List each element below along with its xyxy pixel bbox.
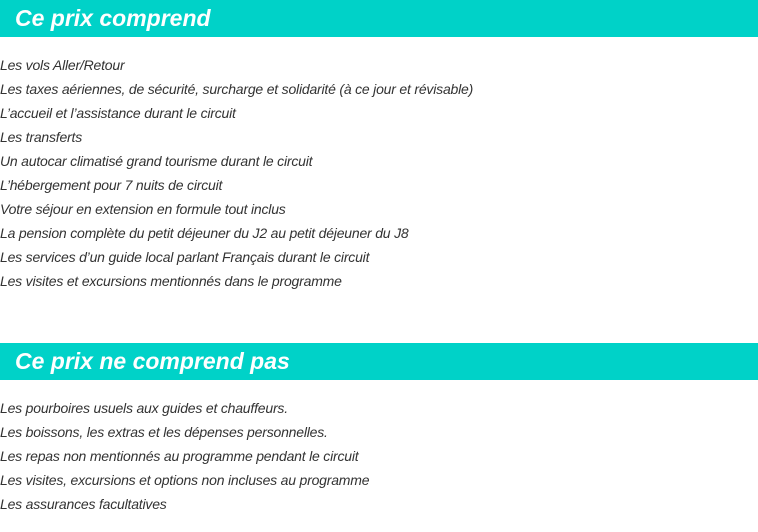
list-item: Les services d’un guide local parlant Français durant le circuit — [0, 249, 370, 265]
list-item: La pension complète du petit déjeuner du J2 au petit déjeuner du J8 — [0, 225, 409, 241]
list-item: Les repas non mentionnés au programme pendant le circuit — [0, 448, 359, 464]
included-items-list — [0, 53, 473, 293]
list-item: Votre séjour en extension en formule tout inclus — [0, 201, 286, 217]
excluded-section-header — [0, 343, 758, 380]
included-section-title: Ce prix comprend — [15, 5, 211, 31]
included-section-header — [0, 0, 758, 37]
excluded-section-title: Ce prix ne comprend pas — [15, 348, 290, 374]
list-item: Les visites et excursions mentionnés dans le programme — [0, 273, 342, 289]
list-item: Les assurances facultatives — [0, 496, 167, 512]
list-item: L’accueil et l’assistance durant le circuit — [0, 105, 236, 121]
excluded-items-list — [0, 396, 369, 516]
list-item: Les taxes aériennes, de sécurité, surcharge et solidarité (à ce jour et révisable) — [0, 81, 474, 97]
list-item: Un autocar climatisé grand tourisme durant le circuit — [0, 153, 313, 169]
list-item: Les boissons, les extras et les dépenses personnelles. — [0, 424, 328, 440]
list-item: Les pourboires usuels aux guides et chauffeurs. — [0, 400, 288, 416]
list-item: L’hébergement pour 7 nuits de circuit — [0, 177, 223, 193]
list-item: Les vols Aller/Retour — [0, 57, 125, 73]
list-item: Les visites, excursions et options non incluses au programme — [0, 472, 370, 488]
list-item: Les transferts — [0, 129, 83, 145]
